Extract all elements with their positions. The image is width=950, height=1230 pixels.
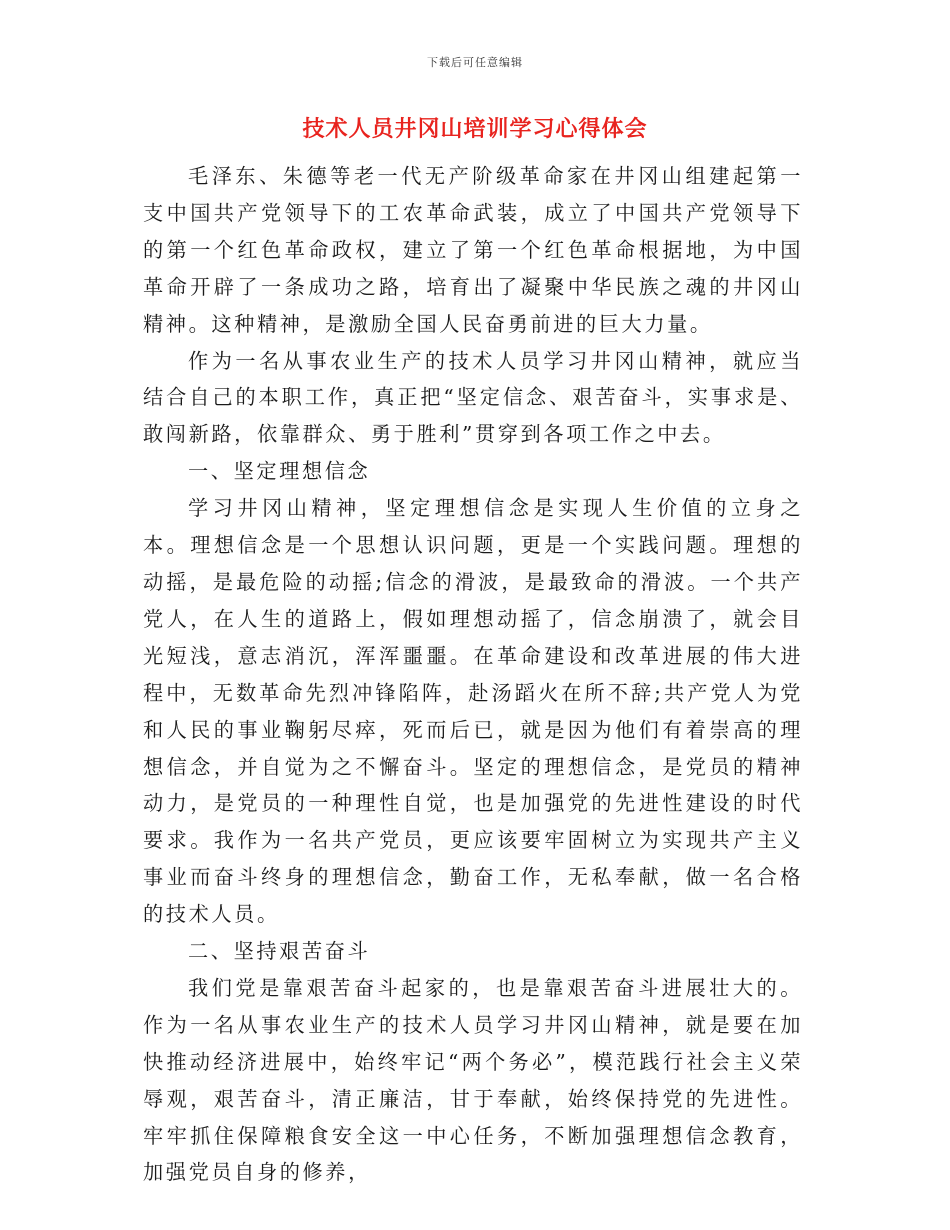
paragraph-role: 作为一名从事农业生产的技术人员学习井冈山精神，就应当结合自己的本职工作，真正把“坚定信念、艰苦奋斗，实事求是、敢闯新路，依靠群众、勇于胜利”贯穿到各项工作之中去。: [143, 348, 803, 447]
section-heading-1: 一、坚定理想信念: [188, 459, 371, 484]
header-note: 下载后可任意编辑: [427, 56, 523, 69]
document-body: [143, 158, 803, 1191]
paragraph-intro: 毛泽东、朱德等老一代无产阶级革命家在井冈山组建起第一支中国共产党领导下的工农革命武装，成立了中国共产党领导下的第一个红色革命政权，建立了第一个红色革命根据地，为中国革命开辟了一条成功之路，培育出了凝聚中华民族之魂的井冈山精神。这种精神，是激励全国人民奋勇前进的巨大力量。: [143, 164, 803, 336]
paragraph-ideals: 学习井冈山精神，坚定理想信念是实现人生价值的立身之本。理想信念是一个思想认识问题，更是一个实践问题。理想的动摇，是最危险的动摇;信念的滑波，是最致命的滑波。一个共产党人，在人生的道路上，假如理想动摇了，信念崩溃了，就会目光短浅，意志消沉，浑浑噩噩。在革命建设和改革进展的伟大进程中，无数革命先烈冲锋陷阵，赴汤蹈火在所不辞;共产党人为党和人民的事业鞠躬尽瘁，死而后已，就是因为他们有着崇高的理想信念，并自觉为之不懈奋斗。坚定的理想信念，是党员的精神动力，是党员的一种理性自觉，也是加强党的先进性建设的时代要求。我作为一名共产党员，更应该要牢固树立为实现共产主义事业而奋斗终身的理想信念，勤奋工作，无私奉献，做一名合格的技术人员。: [143, 496, 803, 927]
document-title: 技术人员井冈山培训学习心得体会: [302, 116, 648, 142]
section-heading-2: 二、坚持艰苦奋斗: [188, 939, 371, 964]
paragraph-hard-work: 我们党是靠艰苦奋斗起家的，也是靠艰苦奋斗进展壮大的。作为一名从事农业生产的技术人员学习井冈山精神，就是要在加快推动经济进展中，始终牢记“两个务必”，模范践行社会主义荣辱观，艰苦奋斗，清正廉洁，甘于奉献，始终保持党的先进性。牢牢抓住保障粮食安全这一中心任务，不断加强理想信念教育，加强党员自身的修养，: [143, 975, 803, 1185]
